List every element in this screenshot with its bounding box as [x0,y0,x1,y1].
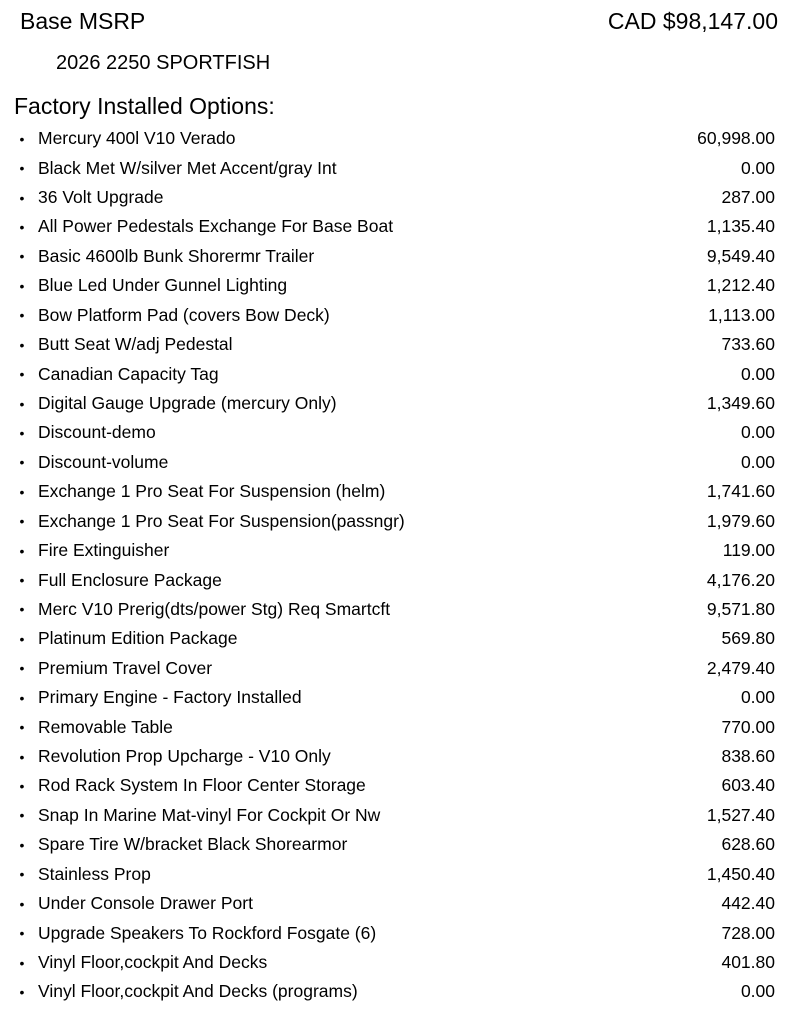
bullet: • [19,983,25,1000]
option-row [0,918,798,947]
option-row [0,330,798,359]
option-name: Black Met W/silver Met Accent/gray Int [38,157,337,178]
option-name: Basic 4600lb Bunk Shorermr Trailer [38,245,315,266]
bullet: • [19,336,25,353]
option-name: 36 Volt Upgrade [38,187,164,208]
option-row [0,977,798,1006]
option-name: Revolution Prop Upcharge - V10 Only [38,746,331,767]
option-row [0,477,798,506]
option-row [0,565,798,594]
option-price: 1,741.60 [706,481,775,502]
option-name: Spare Tire W/bracket Black Shorearmor [38,834,348,855]
option-row [0,242,798,271]
bullet: • [19,836,25,853]
option-name: Discount-demo [38,422,156,443]
option-row [0,889,798,918]
option-price: 1,527.40 [706,804,775,825]
bullet: • [19,719,25,736]
option-row [0,271,798,300]
option-price: 728.00 [721,922,775,943]
option-name: Premium Travel Cover [38,657,213,678]
option-price: 628.60 [721,834,775,855]
options-list [0,124,798,1007]
option-price: 442.40 [721,893,775,914]
bullet: • [19,277,25,294]
option-price: 9,549.40 [706,245,775,266]
option-name: Vinyl Floor,cockpit And Decks [38,952,268,973]
option-price: 287.00 [721,187,775,208]
option-name: Stainless Prop [38,863,151,884]
option-name: Upgrade Speakers To Rockford Fosgate (6) [38,922,377,943]
option-name: Exchange 1 Pro Seat For Suspension(passngr) [38,510,405,531]
option-row [0,418,798,447]
option-price: 603.40 [721,775,775,796]
option-row [0,124,798,153]
option-row [0,536,798,565]
base-msrp-price: CAD $98,147.00 [607,7,778,34]
option-row [0,595,798,624]
option-name: Primary Engine - Factory Installed [38,687,302,708]
option-price: 838.60 [721,746,775,767]
bullet: • [19,513,25,530]
option-name: Blue Led Under Gunnel Lighting [38,275,288,296]
bullet: • [19,130,25,147]
base-msrp-label: Base MSRP [20,7,146,34]
option-row [0,506,798,535]
option-row [0,448,798,477]
option-price: 770.00 [721,716,775,737]
bullet: • [19,660,25,677]
option-row [0,683,798,712]
bullet: • [19,601,25,618]
option-row [0,153,798,182]
option-price: 0.00 [740,981,775,1002]
option-row [0,359,798,388]
bullet: • [19,395,25,412]
option-name: Fire Extinguisher [38,540,170,561]
model-name: 2026 2250 SPORTFISH [56,52,271,74]
bullet: • [19,483,25,500]
option-name: Snap In Marine Mat-vinyl For Cockpit Or Nw [38,804,381,825]
base-msrp-row [20,6,778,36]
option-name: Discount-volume [38,451,169,472]
option-price: 1,349.60 [706,393,775,413]
option-name: Platinum Edition Package [38,628,238,649]
option-price: 569.80 [721,628,775,649]
option-price: 1,450.40 [706,863,775,884]
option-row [0,860,798,889]
option-row [0,654,798,683]
option-name: Rod Rack System In Floor Center Storage [38,775,366,796]
option-price: 4,176.20 [706,569,775,590]
option-name: Butt Seat W/adj Pedestal [38,334,233,355]
bullet: • [19,189,25,206]
bullet: • [19,366,25,383]
bullet: • [19,689,25,706]
bullet: • [19,572,25,589]
bullet: • [19,248,25,265]
option-row [0,771,798,800]
option-name: Merc V10 Prerig(dts/power Stg) Req Smartcft [38,598,391,619]
option-price: 1,113.00 [708,304,775,325]
option-price: 0.00 [740,422,775,443]
option-name: Vinyl Floor,cockpit And Decks (programs) [38,981,358,1002]
bullet: • [19,542,25,559]
option-name: Full Enclosure Package [38,569,222,590]
bullet: • [19,307,25,324]
bullet: • [19,807,25,824]
option-price: 60,998.00 [697,128,775,149]
bullet: • [19,925,25,942]
option-row [0,801,798,830]
option-name: Under Console Drawer Port [38,893,253,914]
option-price: 1,212.40 [706,275,775,296]
option-price: 0.00 [740,363,775,384]
option-row [0,624,798,653]
bullet: • [19,777,25,794]
option-row [0,742,798,771]
option-row [0,183,798,212]
option-name: All Power Pedestals Exchange For Base Boat [38,216,394,237]
bullet: • [19,454,25,471]
option-price: 0.00 [740,157,775,178]
option-price: 119.00 [722,540,775,561]
option-price: 0.00 [740,687,775,708]
option-row [0,212,798,241]
section-title: Factory Installed Options: [14,93,275,119]
option-row [0,301,798,330]
option-price: 9,571.80 [706,598,775,619]
option-price: 1,135.40 [706,216,775,237]
option-price: 0.00 [740,451,775,472]
option-name: Bow Platform Pad (covers Bow Deck) [38,304,330,325]
option-price: 401.80 [721,952,775,973]
option-price: 1,979.60 [706,510,775,531]
bullet: • [19,895,25,912]
option-row [0,830,798,859]
bullet: • [19,218,25,235]
option-price: 733.60 [721,334,775,355]
option-row [0,389,798,418]
option-name: Digital Gauge Upgrade (mercury Only) [38,393,337,413]
bullet: • [19,748,25,765]
bullet: • [19,866,25,883]
bullet: • [19,954,25,971]
bullet: • [19,630,25,647]
option-name: Removable Table [38,716,173,737]
bullet: • [19,160,25,177]
bullet: • [19,424,25,441]
option-row [0,948,798,977]
option-name: Canadian Capacity Tag [38,363,219,384]
option-row [0,712,798,741]
option-name: Exchange 1 Pro Seat For Suspension (helm) [38,481,386,502]
option-price: 2,479.40 [706,657,775,678]
option-name: Mercury 400l V10 Verado [38,128,236,149]
